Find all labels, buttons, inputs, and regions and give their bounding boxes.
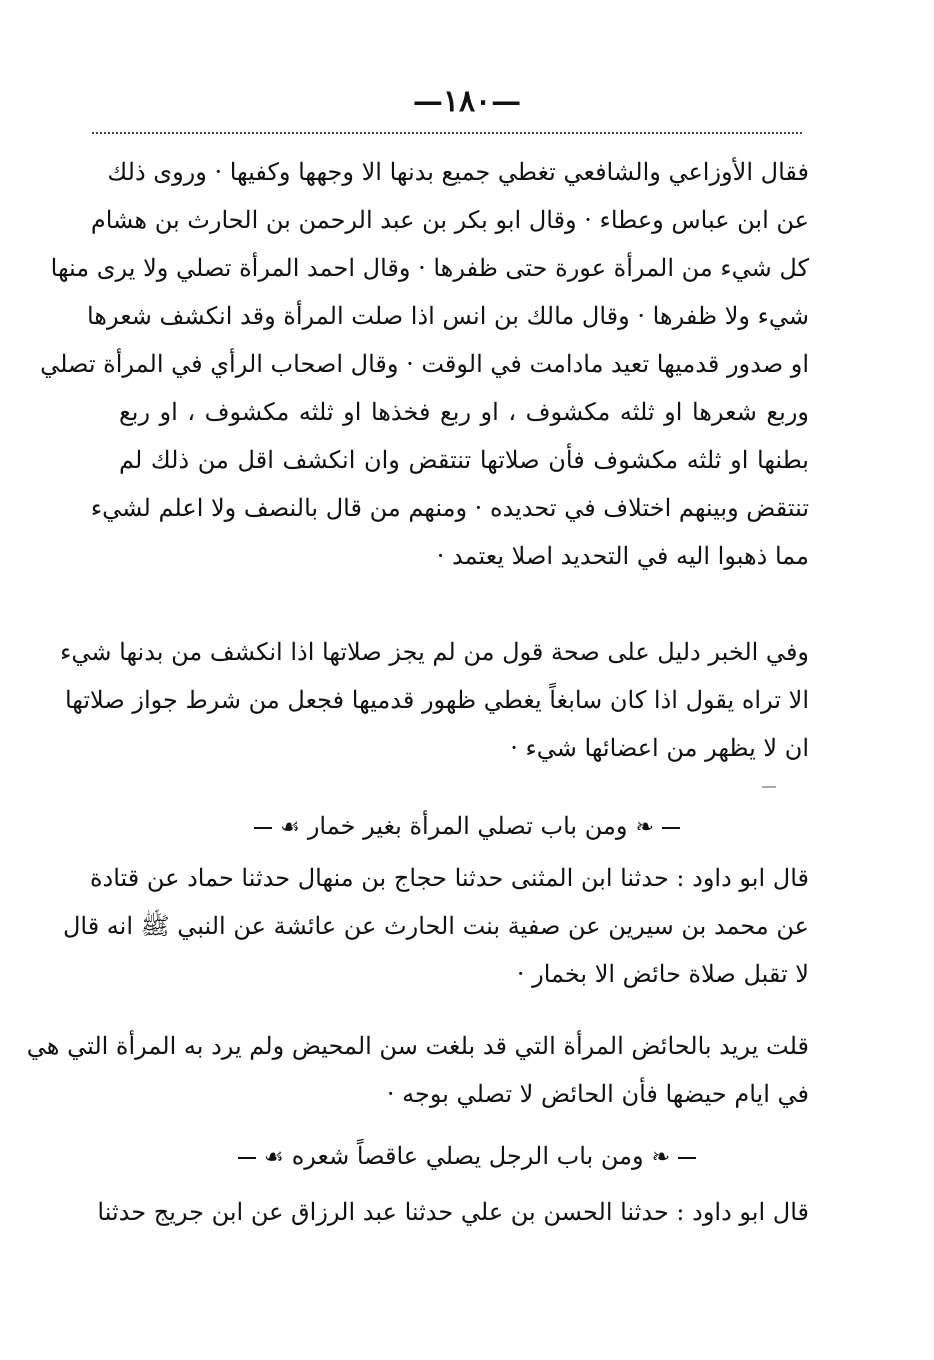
paragraph-3 bbox=[62, 854, 809, 998]
text-line: الا تراه يقول اذا كان سابغاً يغطي ظهور قدميها فجعل من شرط جواز صلاتها bbox=[64, 686, 809, 714]
ornament-rule bbox=[238, 1157, 256, 1159]
text-line: بطنها او ثلثه مكشوف فأن صلاتها تنتقض وان انكشف اقل من ذلك لم bbox=[119, 446, 809, 474]
text-line: وفي الخبر دليل على صحة قول من لم يجز صلاتها اذا انكشف من بدنها شيء bbox=[60, 638, 809, 666]
section-heading-text: ومن باب الرجل يصلي عاقصاً شعره bbox=[291, 1142, 644, 1170]
text-line: في ايام حيضها فأن الحائض لا تصلي بوجه · bbox=[386, 1080, 809, 1108]
text-line: وربع شعرها او ثلثه مكشوف ، او ربع فخذها او ثلثه مكشوف ، او ربع bbox=[119, 398, 809, 426]
section-heading-text: ومن باب تصلي المرأة بغير خمار bbox=[307, 812, 628, 840]
ornament-icon: ☙ bbox=[263, 1144, 284, 1170]
ornament-rule bbox=[254, 827, 272, 829]
text-line: عن ابن عباس وعطاء · وقال ابو بكر بن عبد الرحمن بن الحارث بن هشام bbox=[90, 206, 809, 234]
page-speck bbox=[762, 786, 776, 788]
text-line: او صدور قدميها تعيد مادامت في الوقت · وقال اصحاب الرأي في المرأة تصلي bbox=[40, 350, 809, 378]
text-line: شيء ولا ظفرها · وقال مالك بن انس اذا صلت المرأة وقد انكشف شعرها bbox=[86, 302, 809, 330]
text-line: كل شيء من المرأة عورة حتى ظفرها · وقال احمد المرأة تصلي ولا يرى منها bbox=[50, 254, 809, 282]
text-line: قال ابو داود : حدثنا الحسن بن علي حدثنا عبد الرزاق عن ابن جريج حدثنا bbox=[97, 1198, 809, 1226]
text-line: قلت يريد بالحائض المرأة التي قد بلغت سن المحيض ولم يرد به المرأة التي هي bbox=[26, 1032, 809, 1060]
text-line: قال ابو داود : حدثنا ابن المثنى حدثنا حجاج بن منهال حدثنا حماد عن قتادة bbox=[89, 864, 809, 892]
page-number: —١٨٠— bbox=[412, 84, 522, 119]
section-heading-1 bbox=[0, 806, 934, 848]
text-line: لا تقبل صلاة حائض الا بخمار · bbox=[516, 960, 809, 988]
text-line: ان لا يظهر من اعضائها شيء · bbox=[510, 734, 809, 762]
ornament-rule bbox=[662, 827, 680, 829]
paragraph-1 bbox=[40, 148, 809, 580]
text-line: فقال الأوزاعي والشافعي تغطي جميع بدنها الا وجهها وكفيها · وروى ذلك bbox=[107, 158, 809, 186]
ornament-icon: ☙ bbox=[280, 814, 300, 840]
ornament-icon: ❧ bbox=[635, 814, 654, 840]
header-divider bbox=[92, 132, 802, 134]
paragraph-4 bbox=[26, 1022, 809, 1118]
text-line: مما ذهبوا اليه في التحديد اصلا يعتمد · bbox=[436, 542, 809, 570]
text-line: تنتقض وبينهم اختلاف في تحديده · ومنهم من قال بالنصف ولا اعلم لشيء bbox=[90, 494, 809, 522]
paragraph-5 bbox=[97, 1188, 809, 1236]
section-heading-2 bbox=[0, 1136, 934, 1178]
ornament-rule bbox=[678, 1157, 696, 1159]
text-line: عن محمد بن سيرين عن صفية بنت الحارث عن عائشة عن النبي ﷺ انه قال bbox=[62, 912, 809, 940]
paragraph-2 bbox=[60, 628, 809, 772]
ornament-icon: ❧ bbox=[651, 1144, 671, 1170]
